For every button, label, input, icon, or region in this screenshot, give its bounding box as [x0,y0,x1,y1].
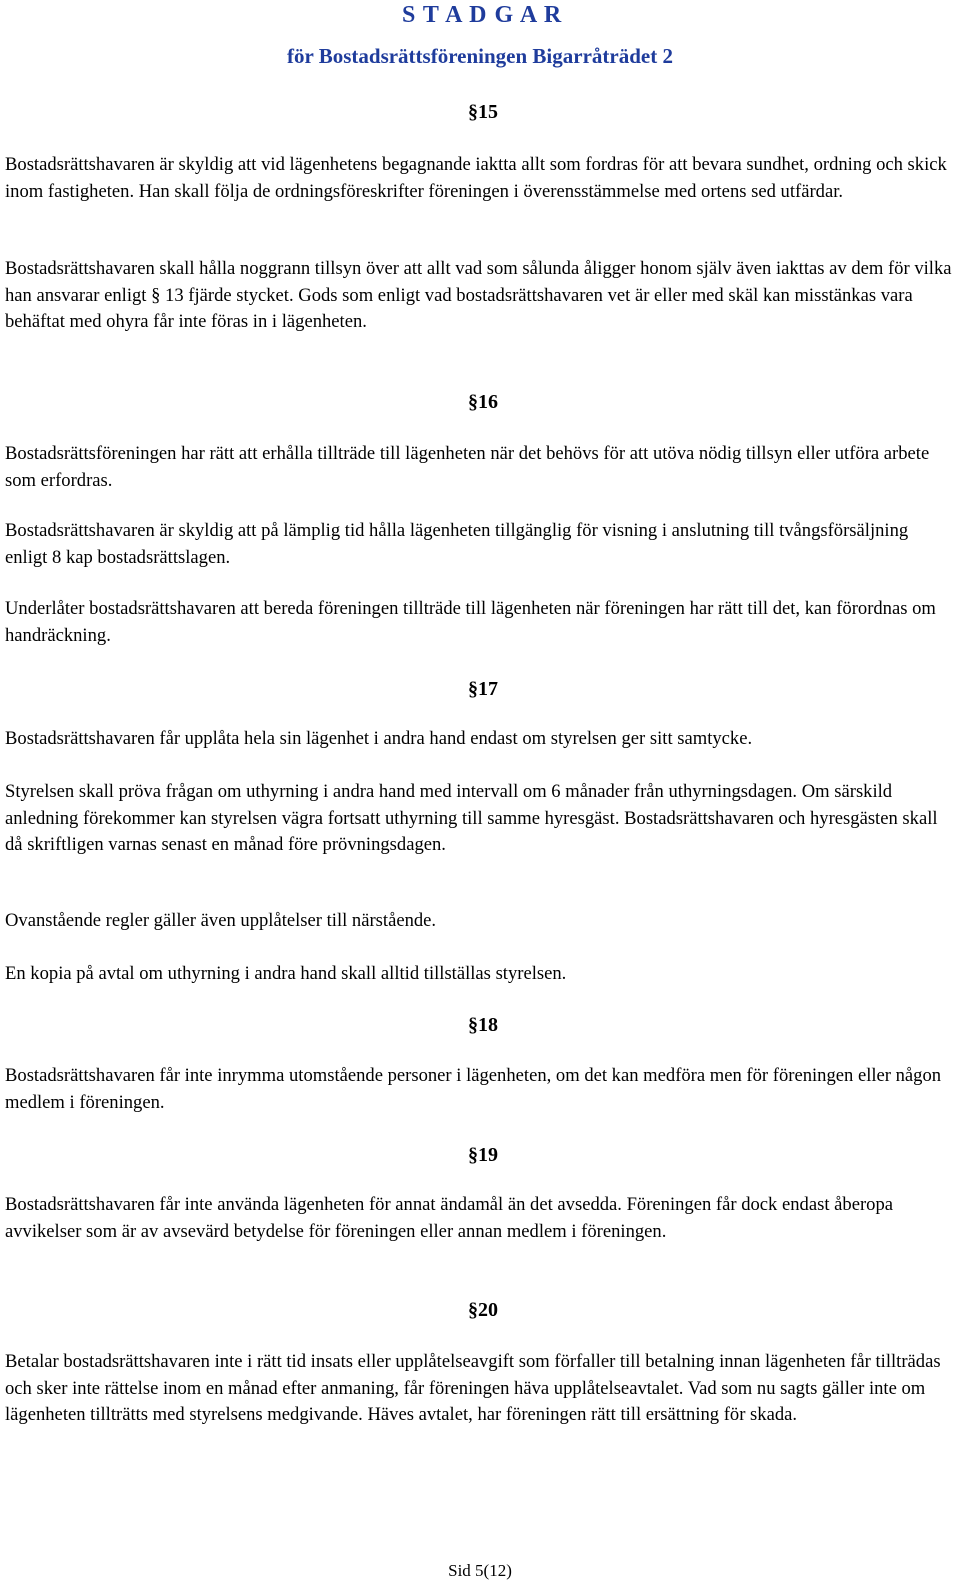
section-15-paragraph-1: Bostadsrättshavaren är skyldig att vid lägenhetens begagnande iaktta allt som fordras för att bevara sundhet, ordning och skick inom fastigheten. Han skall följa de ordningsföreskrifter föreningen i överensstämmelse med ortens sed utfärdar. [5,154,947,202]
section-15-paragraph-2: Bostadsrättshavaren skall hålla noggrann tillsyn över att allt vad som sålunda åligger honom själv även iakttas av dem för vilka han ansvarar enligt § 13 fjärde stycket. Gods som enligt vad bostadsrättshavaren vet är eller med skäl kan misstänkas vara behäftat med ohyra får inte föras in i lägenheten. [5,258,952,332]
section-16-paragraph-3: Underlåter bostadsrättshavaren att bereda föreningen tillträde till lägenheten när föreningen har rätt till det, kan förordnas om handräckning. [5,598,936,646]
section-heading-18: §18 [468,1014,498,1036]
section-18-paragraph-1: Bostadsrättshavaren får inte inrymma utomstående personer i lägenheten, om det kan medföra men för föreningen eller någon medlem i föreningen. [5,1065,942,1113]
document-header-title: S T A D G A R [402,2,563,28]
section-17-paragraph-1: Bostadsrättshavaren får upplåta hela sin lägenhet i andra hand endast om styrelsen ger sitt samtycke. [5,728,753,749]
section-heading-19: §19 [468,1144,498,1166]
section-heading-17: §17 [468,678,498,700]
page-number: Sid 5(12) [448,1561,512,1580]
section-heading-15: §15 [468,101,498,123]
section-heading-16: §16 [468,391,498,413]
section-17-paragraph-3: Ovanstående regler gäller även upplåtelser till närstående. [5,910,437,931]
section-16-paragraph-2: Bostadsrättshavaren är skyldig att på lämplig tid hålla lägenheten tillgänglig för visning i anslutning till tvångsförsäljning enligt 8 kap bostadsrättslagen. [5,520,909,568]
section-20-paragraph-1: Betalar bostadsrättshavaren inte i rätt tid insats eller upplåtelseavgift som förfaller till betalning innan lägenheten får tillträdas och sker inte rättelse inom en månad efter anmaning, får föreningen häva upplåtelseavtalet. Vad som nu sagts gäller inte om lägenheten tillträtts med styrelsens medgivande. Häves avtalet, har föreningen rätt till ersättning för skada. [5,1351,941,1425]
section-heading-20: §20 [468,1299,498,1321]
section-17-paragraph-4: En kopia på avtal om uthyrning i andra hand skall alltid tillställas styrelsen. [5,963,567,984]
section-17-paragraph-2: Styrelsen skall pröva frågan om uthyrning i andra hand med intervall om 6 månader från uthyrningsdagen. Om särskild anledning förekommer kan styrelsen vägra fortsatt uthyrning till samme hyresgäst. Bostadsrättshavaren och hyresgästen skall då skriftligen varnas senast en månad före prövningsdagen. [5,781,938,855]
document-header-subtitle: för Bostadsrättsföreningen Bigarråträdet 2 [287,44,673,68]
section-19-paragraph-1: Bostadsrättshavaren får inte använda lägenheten för annat ändamål än det avsedda. Föreningen får dock endast åberopa avvikelser som är av avsevärd betydelse för föreningen eller annan medlem i föreningen. [5,1194,893,1242]
section-16-paragraph-1: Bostadsrättsföreningen har rätt att erhålla tillträde till lägenheten när det behövs för att utöva nödig tillsyn eller utföra arbete som erfordras. [5,443,930,491]
